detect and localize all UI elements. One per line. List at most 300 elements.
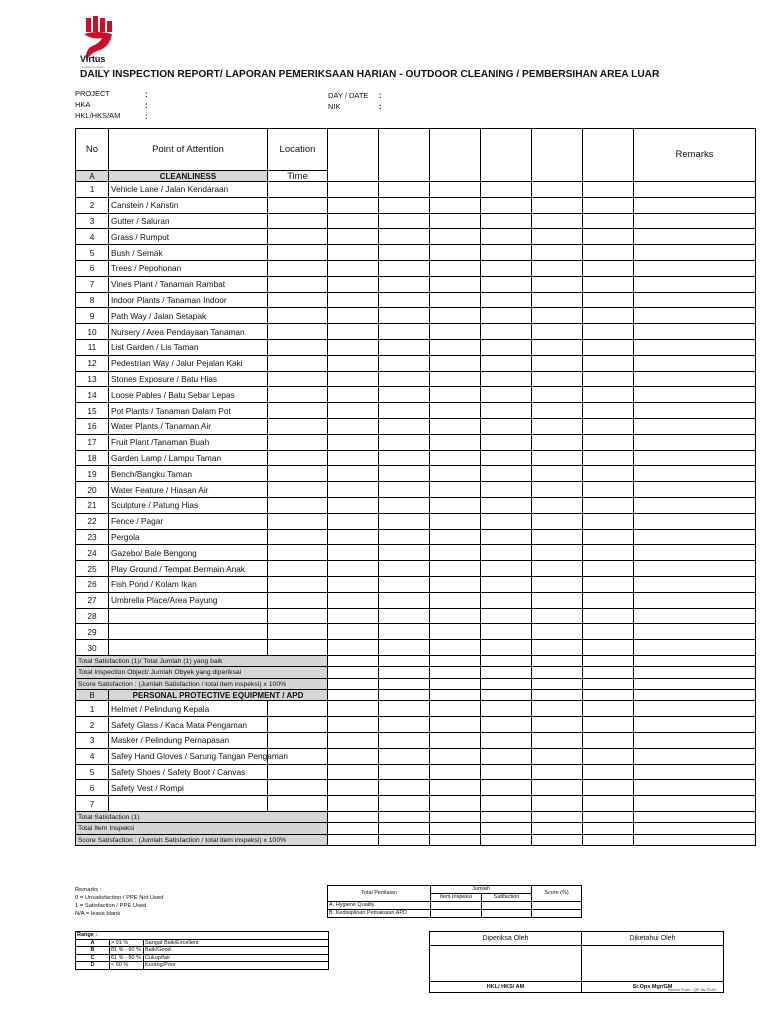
check-cell[interactable] (481, 796, 532, 812)
check-cell[interactable] (481, 690, 532, 701)
check-cell[interactable] (481, 497, 532, 513)
check-cell[interactable] (430, 576, 481, 592)
total-cell[interactable] (379, 678, 430, 690)
check-cell[interactable] (379, 371, 430, 387)
check-cell[interactable] (379, 324, 430, 340)
location-cell[interactable] (268, 229, 328, 245)
check-cell[interactable] (328, 229, 379, 245)
location-cell[interactable] (268, 466, 328, 482)
location-cell[interactable] (268, 545, 328, 561)
check-cell[interactable] (532, 690, 583, 701)
check-cell[interactable] (532, 513, 583, 529)
location-cell[interactable] (268, 640, 328, 656)
check-cell[interactable] (379, 418, 430, 434)
check-cell[interactable] (481, 592, 532, 608)
check-cell[interactable] (328, 733, 379, 749)
location-cell[interactable] (268, 403, 328, 419)
check-cell[interactable] (481, 780, 532, 796)
check-cell[interactable] (430, 764, 481, 780)
check-cell[interactable] (481, 529, 532, 545)
check-cell[interactable] (379, 213, 430, 229)
check-cell[interactable] (430, 545, 481, 561)
check-cell[interactable] (583, 418, 634, 434)
total-cell[interactable] (379, 823, 430, 835)
check-cell[interactable] (328, 482, 379, 498)
remarks-cell[interactable] (634, 561, 756, 577)
location-cell[interactable] (268, 324, 328, 340)
check-cell[interactable] (328, 576, 379, 592)
remarks-cell[interactable] (634, 608, 756, 624)
time-slot-cell[interactable] (430, 129, 481, 182)
location-cell[interactable] (268, 624, 328, 640)
check-cell[interactable] (532, 482, 583, 498)
check-cell[interactable] (430, 418, 481, 434)
check-cell[interactable] (481, 292, 532, 308)
check-cell[interactable] (583, 324, 634, 340)
check-cell[interactable] (583, 561, 634, 577)
total-cell[interactable] (481, 678, 532, 690)
remarks-cell[interactable] (634, 403, 756, 419)
remarks-cell[interactable] (634, 213, 756, 229)
check-cell[interactable] (583, 213, 634, 229)
score-cell[interactable] (532, 910, 582, 918)
check-cell[interactable] (532, 371, 583, 387)
check-cell[interactable] (481, 418, 532, 434)
total-cell[interactable] (430, 655, 481, 667)
check-cell[interactable] (379, 624, 430, 640)
check-cell[interactable] (583, 690, 634, 701)
check-cell[interactable] (430, 387, 481, 403)
check-cell[interactable] (583, 355, 634, 371)
check-cell[interactable] (430, 229, 481, 245)
remarks-cell[interactable] (634, 717, 756, 733)
remarks-cell[interactable] (634, 513, 756, 529)
check-cell[interactable] (532, 387, 583, 403)
check-cell[interactable] (532, 529, 583, 545)
remarks-cell[interactable] (634, 733, 756, 749)
check-cell[interactable] (328, 324, 379, 340)
location-cell[interactable] (268, 308, 328, 324)
check-cell[interactable] (532, 748, 583, 764)
check-cell[interactable] (532, 197, 583, 213)
check-cell[interactable] (583, 529, 634, 545)
check-cell[interactable] (481, 576, 532, 592)
total-cell[interactable] (430, 823, 481, 835)
check-cell[interactable] (532, 403, 583, 419)
check-cell[interactable] (430, 213, 481, 229)
check-cell[interactable] (379, 308, 430, 324)
total-cell[interactable] (328, 667, 379, 679)
check-cell[interactable] (481, 513, 532, 529)
check-cell[interactable] (532, 324, 583, 340)
check-cell[interactable] (379, 748, 430, 764)
check-cell[interactable] (583, 513, 634, 529)
location-cell[interactable] (268, 796, 328, 812)
check-cell[interactable] (379, 764, 430, 780)
check-cell[interactable] (430, 355, 481, 371)
remarks-cell[interactable] (634, 450, 756, 466)
remarks-cell[interactable] (634, 529, 756, 545)
location-cell[interactable] (268, 592, 328, 608)
check-cell[interactable] (430, 640, 481, 656)
check-cell[interactable] (532, 545, 583, 561)
check-cell[interactable] (481, 276, 532, 292)
location-cell[interactable] (268, 529, 328, 545)
check-cell[interactable] (328, 418, 379, 434)
check-cell[interactable] (583, 197, 634, 213)
check-cell[interactable] (532, 764, 583, 780)
total-cell[interactable] (328, 811, 379, 823)
check-cell[interactable] (481, 733, 532, 749)
check-cell[interactable] (379, 545, 430, 561)
check-cell[interactable] (532, 640, 583, 656)
checked-by-signature[interactable] (430, 946, 582, 982)
check-cell[interactable] (481, 717, 532, 733)
remarks-cell[interactable] (634, 796, 756, 812)
check-cell[interactable] (430, 434, 481, 450)
check-cell[interactable] (481, 450, 532, 466)
total-cell[interactable] (583, 667, 634, 679)
check-cell[interactable] (583, 466, 634, 482)
check-cell[interactable] (583, 260, 634, 276)
check-cell[interactable] (379, 355, 430, 371)
location-cell[interactable] (268, 260, 328, 276)
remarks-cell[interactable] (634, 640, 756, 656)
check-cell[interactable] (532, 624, 583, 640)
check-cell[interactable] (583, 640, 634, 656)
location-cell[interactable] (268, 182, 328, 198)
total-cell[interactable] (328, 834, 379, 846)
check-cell[interactable] (532, 466, 583, 482)
check-cell[interactable] (379, 292, 430, 308)
check-cell[interactable] (481, 624, 532, 640)
remarks-cell[interactable] (634, 339, 756, 355)
check-cell[interactable] (379, 701, 430, 717)
check-cell[interactable] (430, 592, 481, 608)
check-cell[interactable] (583, 764, 634, 780)
check-cell[interactable] (430, 245, 481, 261)
check-cell[interactable] (532, 308, 583, 324)
location-cell[interactable] (268, 371, 328, 387)
location-cell[interactable] (268, 780, 328, 796)
location-cell[interactable] (268, 764, 328, 780)
check-cell[interactable] (583, 497, 634, 513)
check-cell[interactable] (532, 717, 583, 733)
check-cell[interactable] (532, 434, 583, 450)
check-cell[interactable] (583, 276, 634, 292)
check-cell[interactable] (481, 403, 532, 419)
score-cell[interactable] (482, 910, 532, 918)
check-cell[interactable] (328, 624, 379, 640)
time-slot-cell[interactable] (379, 129, 430, 182)
total-cell[interactable] (328, 678, 379, 690)
check-cell[interactable] (328, 182, 379, 198)
total-cell[interactable] (430, 811, 481, 823)
check-cell[interactable] (328, 292, 379, 308)
check-cell[interactable] (583, 780, 634, 796)
check-cell[interactable] (328, 701, 379, 717)
check-cell[interactable] (481, 245, 532, 261)
remarks-cell[interactable] (634, 197, 756, 213)
location-cell[interactable] (268, 213, 328, 229)
check-cell[interactable] (532, 182, 583, 198)
check-cell[interactable] (430, 450, 481, 466)
remarks-cell[interactable] (634, 780, 756, 796)
check-cell[interactable] (532, 260, 583, 276)
check-cell[interactable] (583, 434, 634, 450)
total-remarks-cell[interactable] (634, 678, 756, 690)
check-cell[interactable] (379, 733, 430, 749)
remarks-cell[interactable] (634, 355, 756, 371)
remarks-cell[interactable] (634, 292, 756, 308)
check-cell[interactable] (532, 245, 583, 261)
check-cell[interactable] (328, 197, 379, 213)
check-cell[interactable] (430, 339, 481, 355)
score-cell[interactable] (482, 902, 532, 910)
total-cell[interactable] (532, 823, 583, 835)
remarks-cell[interactable] (634, 764, 756, 780)
location-cell[interactable] (268, 450, 328, 466)
check-cell[interactable] (328, 592, 379, 608)
location-cell[interactable] (268, 497, 328, 513)
time-slot-cell[interactable] (532, 129, 583, 182)
total-cell[interactable] (583, 834, 634, 846)
check-cell[interactable] (583, 308, 634, 324)
check-cell[interactable] (583, 701, 634, 717)
location-cell[interactable] (268, 245, 328, 261)
location-cell[interactable] (268, 717, 328, 733)
check-cell[interactable] (583, 624, 634, 640)
total-cell[interactable] (532, 811, 583, 823)
check-cell[interactable] (430, 561, 481, 577)
location-cell[interactable] (268, 434, 328, 450)
check-cell[interactable] (532, 292, 583, 308)
check-cell[interactable] (532, 450, 583, 466)
check-cell[interactable] (481, 213, 532, 229)
check-cell[interactable] (583, 229, 634, 245)
check-cell[interactable] (379, 690, 430, 701)
check-cell[interactable] (430, 733, 481, 749)
check-cell[interactable] (430, 260, 481, 276)
check-cell[interactable] (379, 403, 430, 419)
check-cell[interactable] (532, 576, 583, 592)
check-cell[interactable] (379, 482, 430, 498)
check-cell[interactable] (430, 403, 481, 419)
check-cell[interactable] (481, 355, 532, 371)
total-cell[interactable] (532, 667, 583, 679)
check-cell[interactable] (328, 608, 379, 624)
remarks-cell[interactable] (634, 276, 756, 292)
check-cell[interactable] (328, 780, 379, 796)
check-cell[interactable] (430, 482, 481, 498)
check-cell[interactable] (532, 733, 583, 749)
check-cell[interactable] (379, 529, 430, 545)
check-cell[interactable] (430, 529, 481, 545)
remarks-cell[interactable] (634, 497, 756, 513)
check-cell[interactable] (379, 182, 430, 198)
check-cell[interactable] (532, 418, 583, 434)
check-cell[interactable] (583, 292, 634, 308)
total-cell[interactable] (481, 823, 532, 835)
total-cell[interactable] (532, 678, 583, 690)
total-cell[interactable] (430, 678, 481, 690)
score-cell[interactable] (431, 902, 482, 910)
check-cell[interactable] (430, 748, 481, 764)
check-cell[interactable] (532, 355, 583, 371)
check-cell[interactable] (430, 292, 481, 308)
location-cell[interactable] (268, 355, 328, 371)
check-cell[interactable] (481, 545, 532, 561)
check-cell[interactable] (328, 276, 379, 292)
check-cell[interactable] (481, 229, 532, 245)
remarks-cell[interactable] (634, 592, 756, 608)
location-cell[interactable] (268, 561, 328, 577)
check-cell[interactable] (532, 213, 583, 229)
check-cell[interactable] (481, 339, 532, 355)
check-cell[interactable] (430, 182, 481, 198)
check-cell[interactable] (328, 545, 379, 561)
remarks-cell[interactable] (634, 387, 756, 403)
check-cell[interactable] (328, 387, 379, 403)
check-cell[interactable] (379, 450, 430, 466)
remarks-cell[interactable] (634, 245, 756, 261)
total-cell[interactable] (532, 655, 583, 667)
check-cell[interactable] (379, 387, 430, 403)
check-cell[interactable] (328, 355, 379, 371)
remarks-cell[interactable] (634, 482, 756, 498)
total-cell[interactable] (481, 811, 532, 823)
check-cell[interactable] (379, 796, 430, 812)
check-cell[interactable] (328, 450, 379, 466)
check-cell[interactable] (583, 592, 634, 608)
check-cell[interactable] (430, 608, 481, 624)
check-cell[interactable] (430, 276, 481, 292)
check-cell[interactable] (430, 371, 481, 387)
total-remarks-cell[interactable] (634, 834, 756, 846)
check-cell[interactable] (583, 371, 634, 387)
check-cell[interactable] (481, 748, 532, 764)
check-cell[interactable] (583, 717, 634, 733)
check-cell[interactable] (481, 434, 532, 450)
check-cell[interactable] (328, 640, 379, 656)
check-cell[interactable] (328, 529, 379, 545)
check-cell[interactable] (328, 748, 379, 764)
check-cell[interactable] (430, 497, 481, 513)
total-cell[interactable] (583, 811, 634, 823)
remarks-cell[interactable] (634, 624, 756, 640)
total-cell[interactable] (379, 834, 430, 846)
total-cell[interactable] (328, 823, 379, 835)
check-cell[interactable] (430, 466, 481, 482)
total-remarks-cell[interactable] (634, 823, 756, 835)
check-cell[interactable] (328, 561, 379, 577)
check-cell[interactable] (481, 608, 532, 624)
score-cell[interactable] (431, 910, 482, 918)
total-cell[interactable] (379, 655, 430, 667)
check-cell[interactable] (583, 748, 634, 764)
check-cell[interactable] (328, 717, 379, 733)
check-cell[interactable] (379, 717, 430, 733)
check-cell[interactable] (328, 513, 379, 529)
location-cell[interactable] (268, 733, 328, 749)
total-cell[interactable] (430, 667, 481, 679)
total-remarks-cell[interactable] (634, 667, 756, 679)
check-cell[interactable] (532, 608, 583, 624)
location-cell[interactable] (268, 339, 328, 355)
check-cell[interactable] (379, 245, 430, 261)
remarks-cell[interactable] (634, 748, 756, 764)
check-cell[interactable] (430, 197, 481, 213)
total-cell[interactable] (481, 655, 532, 667)
check-cell[interactable] (481, 482, 532, 498)
location-cell[interactable] (268, 513, 328, 529)
total-cell[interactable] (583, 678, 634, 690)
check-cell[interactable] (532, 780, 583, 796)
location-cell[interactable] (268, 701, 328, 717)
location-cell[interactable] (268, 292, 328, 308)
check-cell[interactable] (481, 640, 532, 656)
check-cell[interactable] (379, 640, 430, 656)
check-cell[interactable] (379, 466, 430, 482)
total-cell[interactable] (583, 655, 634, 667)
check-cell[interactable] (481, 561, 532, 577)
total-remarks-cell[interactable] (634, 811, 756, 823)
check-cell[interactable] (430, 780, 481, 796)
check-cell[interactable] (583, 403, 634, 419)
check-cell[interactable] (379, 434, 430, 450)
score-cell[interactable] (532, 902, 582, 910)
location-cell[interactable] (268, 608, 328, 624)
check-cell[interactable] (379, 276, 430, 292)
total-cell[interactable] (481, 834, 532, 846)
time-slot-cell[interactable] (583, 129, 634, 182)
check-cell[interactable] (328, 466, 379, 482)
check-cell[interactable] (430, 513, 481, 529)
check-cell[interactable] (328, 260, 379, 276)
remarks-cell[interactable] (634, 260, 756, 276)
check-cell[interactable] (328, 690, 379, 701)
remarks-cell[interactable] (634, 701, 756, 717)
remarks-cell[interactable] (634, 418, 756, 434)
check-cell[interactable] (583, 450, 634, 466)
check-cell[interactable] (583, 576, 634, 592)
check-cell[interactable] (379, 229, 430, 245)
check-cell[interactable] (583, 387, 634, 403)
remarks-cell[interactable] (634, 576, 756, 592)
check-cell[interactable] (328, 245, 379, 261)
check-cell[interactable] (481, 260, 532, 276)
check-cell[interactable] (481, 466, 532, 482)
location-cell[interactable] (268, 387, 328, 403)
total-cell[interactable] (430, 834, 481, 846)
check-cell[interactable] (328, 403, 379, 419)
check-cell[interactable] (583, 608, 634, 624)
check-cell[interactable] (328, 213, 379, 229)
location-cell[interactable] (268, 482, 328, 498)
total-remarks-cell[interactable] (634, 655, 756, 667)
check-cell[interactable] (430, 701, 481, 717)
check-cell[interactable] (430, 796, 481, 812)
check-cell[interactable] (430, 324, 481, 340)
remarks-cell[interactable] (634, 371, 756, 387)
check-cell[interactable] (532, 592, 583, 608)
remarks-cell[interactable] (634, 545, 756, 561)
check-cell[interactable] (379, 260, 430, 276)
remarks-cell[interactable] (634, 308, 756, 324)
check-cell[interactable] (328, 497, 379, 513)
check-cell[interactable] (481, 197, 532, 213)
known-by-signature[interactable] (582, 946, 724, 982)
